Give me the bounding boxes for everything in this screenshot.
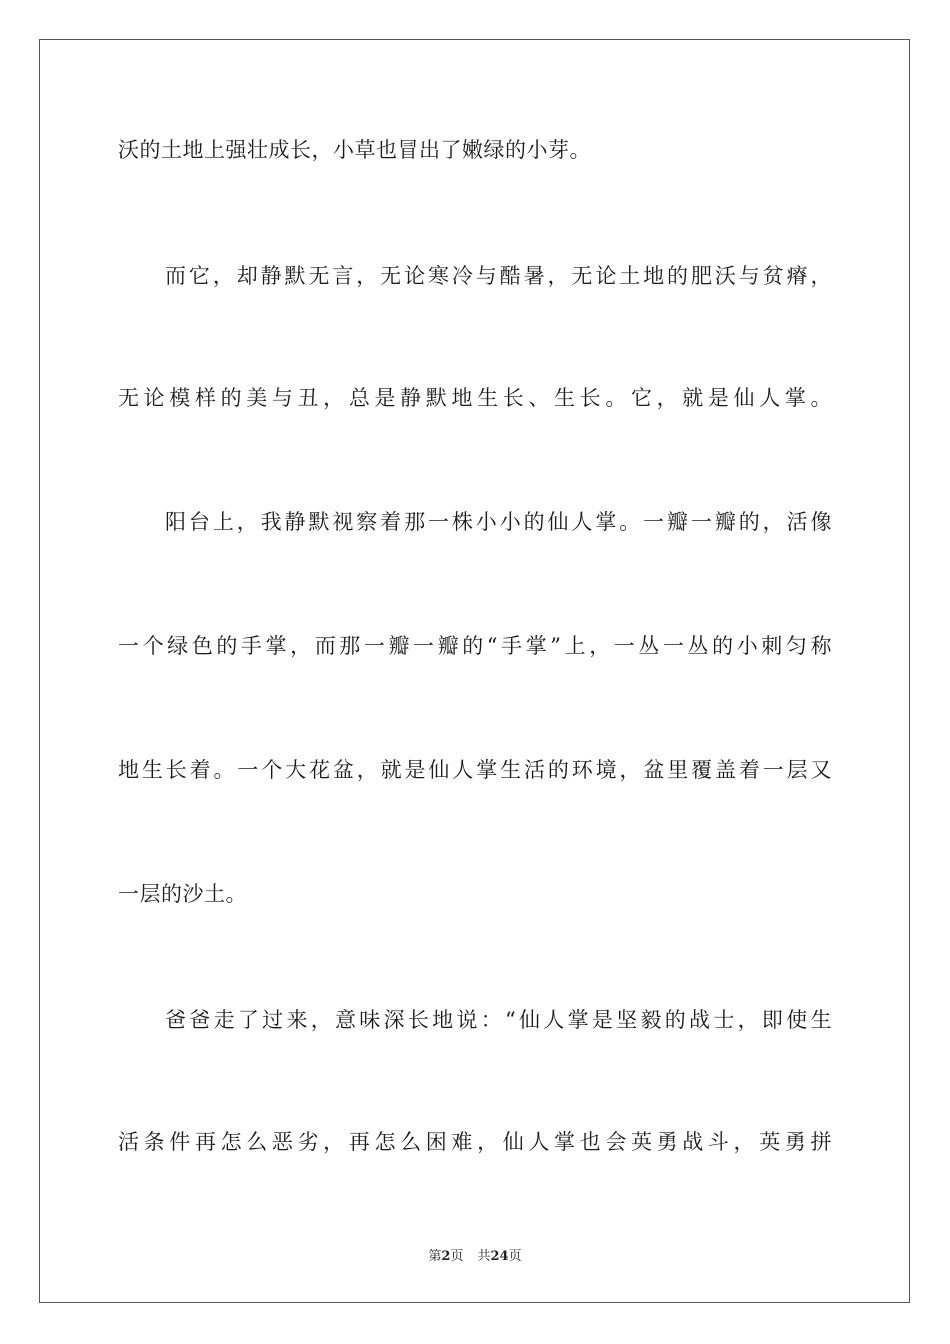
page-number: 2 (441, 1249, 451, 1264)
text-line: 无论模样的美与丑，总是静默地生长、生长。它，就是仙人掌。 (118, 386, 832, 410)
text-line: 爸爸走了过来，意味深长地说：“仙人掌是坚毅的战士，即使生 (165, 1008, 832, 1032)
text-line: 一层的沙土。 (118, 882, 247, 906)
page-suffix: 页 (450, 1249, 464, 1264)
page-prefix: 第 (428, 1249, 442, 1264)
text-line: 而它，却静默无言，无论寒冷与酷暑，无论土地的肥沃与贫瘠， (165, 264, 832, 288)
page-footer (0, 1248, 950, 1266)
text-line: 活条件再怎么恶劣，再怎么困难，仙人掌也会英勇战斗，英勇拼 (118, 1130, 832, 1154)
text-line: 一个绿色的手掌，而那一瓣一瓣的“手掌”上，一丛一丛的小刺匀称 (118, 634, 832, 658)
page-border (39, 39, 910, 1303)
total-pages: 24 (490, 1249, 509, 1264)
text-line: 阳台上，我静默视察着那一株小小的仙人掌。一瓣一瓣的，活像 (165, 510, 832, 534)
text-line: 沃的土地上强壮成长，小草也冒出了嫩绿的小芽。 (118, 138, 591, 162)
total-prefix: 共 (477, 1249, 491, 1264)
text-line: 地生长着。一个大花盆，就是仙人掌生活的环境，盆里覆盖着一层又 (118, 758, 832, 782)
total-suffix: 页 (508, 1249, 522, 1264)
